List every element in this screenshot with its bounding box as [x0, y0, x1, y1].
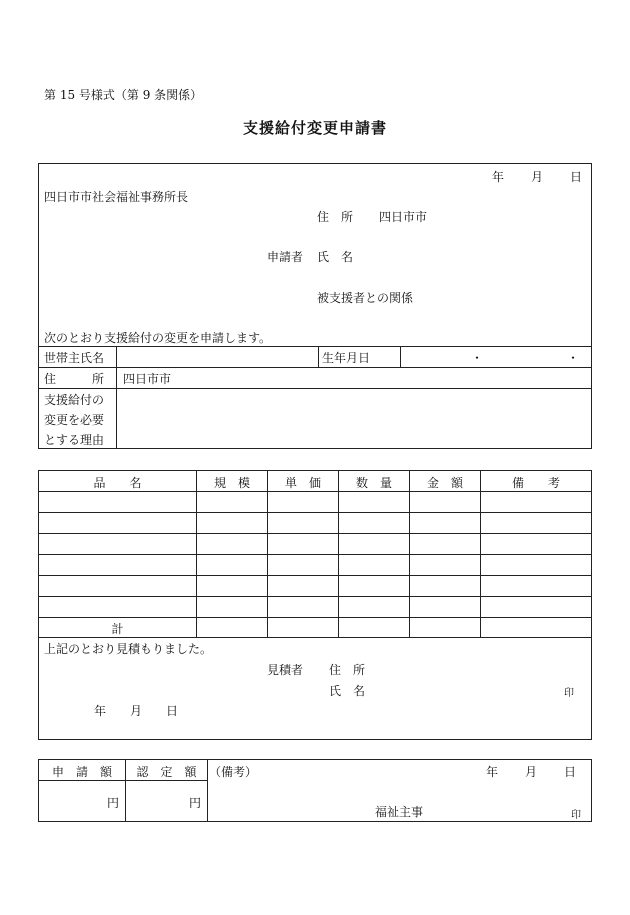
residence-field[interactable]: 四日市市	[123, 372, 172, 386]
table-row[interactable]	[39, 513, 591, 533]
total-label: 計	[111, 622, 124, 636]
applicant-label: 申請者	[267, 250, 304, 264]
birth-date-label: 生年月日	[322, 351, 371, 365]
addressee: 四日市市社会福祉事務所長	[44, 190, 189, 204]
estimator-seal: 印	[564, 688, 574, 699]
divider	[39, 780, 207, 781]
estimator-address-label: 住 所	[329, 663, 366, 677]
officer-seal: 印	[571, 810, 581, 821]
approved-amount-field[interactable]: 円	[189, 796, 202, 810]
application-statement: 次のとおり支援給付の変更を申請します。	[44, 331, 272, 345]
table-row[interactable]	[39, 555, 591, 575]
table-row[interactable]	[39, 597, 591, 617]
applicant-name-label: 氏 名	[317, 250, 354, 264]
estimate-date[interactable]: 年 月 日	[94, 704, 179, 718]
estimate-section	[38, 470, 592, 740]
estimate-note: 上記のとおり見積もりました。	[44, 642, 213, 656]
form-number: 第 15 号様式（第 9 条関係）	[44, 88, 203, 102]
household-head-label: 世帯主氏名	[44, 351, 105, 365]
applicant-address-field[interactable]: 四日市市	[379, 210, 428, 224]
residence-label: 住 所	[44, 372, 105, 386]
approval-section	[38, 759, 592, 822]
welfare-officer-label: 福祉主事	[375, 805, 424, 819]
estimator-name-label: 氏 名	[329, 684, 366, 698]
approval-date[interactable]: 年 月 日	[486, 765, 578, 779]
requested-amount-label: 申 請 額	[51, 765, 112, 779]
divider	[39, 617, 591, 618]
column-header-quantity: 数 量	[355, 476, 392, 490]
household-head-field[interactable]	[117, 347, 317, 366]
column-header-scale: 規 模	[213, 476, 250, 490]
reason-field[interactable]	[117, 389, 589, 447]
relation-label: 被支援者との関係	[317, 291, 414, 305]
divider	[39, 367, 591, 368]
reason-label-line-1: 支援給付の	[44, 393, 105, 407]
page-title: 支援給付変更申請書	[242, 119, 387, 137]
remarks-label: （備考）	[209, 765, 258, 779]
approved-amount-label: 認 定 額	[136, 765, 197, 779]
column-header-remarks: 備 考	[511, 476, 560, 490]
estimator-label: 見積者	[267, 663, 304, 677]
reason-label-line-3: とする理由	[44, 433, 105, 447]
table-row[interactable]	[39, 576, 591, 596]
application-section	[38, 163, 592, 449]
divider	[400, 346, 401, 367]
applicant-address-label: 住 所	[317, 210, 354, 224]
table-row[interactable]	[39, 534, 591, 554]
column-header-item: 品 名	[93, 476, 142, 490]
birth-date-field[interactable]: ・ ・	[471, 351, 580, 365]
application-date[interactable]: 年 月 日	[491, 170, 583, 184]
requested-amount-field[interactable]: 円	[107, 796, 120, 810]
column-header-unit-price: 単 価	[284, 476, 321, 490]
reason-label-line-2: 変更を必要	[44, 413, 105, 427]
divider	[39, 637, 591, 638]
divider	[318, 346, 319, 367]
divider	[207, 760, 208, 821]
table-row[interactable]	[39, 492, 591, 512]
column-header-amount: 金 額	[426, 476, 463, 490]
